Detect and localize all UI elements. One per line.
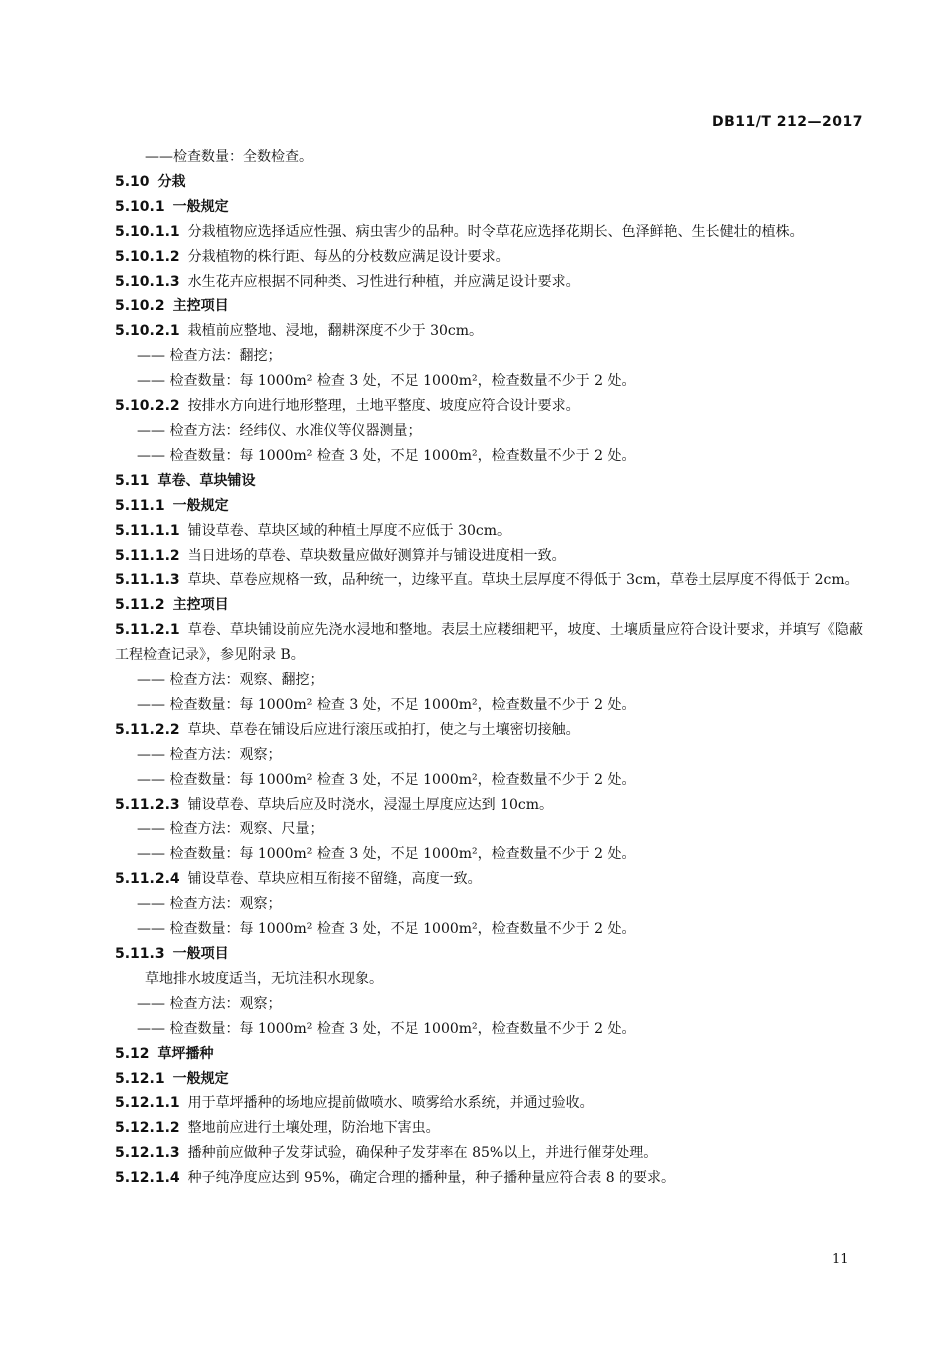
clause: 5.12.1.3 播种前应做种子发芽试验，确保种子发芽率在 85%以上，并进行催芽处理。 [115,1145,658,1162]
bullet-line: —— 检查方法：经纬仪、水准仪等仪器测量； [137,422,422,439]
paragraph: 草地排水坡度适当，无坑洼积水现象。 [145,970,383,987]
bullet-line: —— 检查数量：每 1000m² 检查 3 处，不足 1000m²，检查数量不少于 2 处。 [137,771,636,788]
clause: 5.11.2.2 草块、草卷在铺设后应进行滚压或拍打，使之与土壤密切接触。 [115,721,580,738]
clause: 5.10.2.2 按排水方向进行地形整理，土地平整度、坡度应符合设计要求。 [115,398,580,415]
clause: 5.11.1.3 草块、草卷应规格一致，品种统一，边缘平直。草块土层厚度不得低于 3cm，草卷土层厚度不得低于 2cm。 [115,572,859,589]
document-body [115,145,863,1191]
clause: 5.12.1.2 整地前应进行土壤处理，防治地下害虫。 [115,1120,440,1137]
subsection-heading: 5.11.1 一般规定 [115,497,229,514]
clause: 5.11.2.4 铺设草卷、草块应相互衔接不留缝，高度一致。 [115,871,482,888]
bullet-line: ——检查数量：全数检查。 [145,149,313,165]
subsection-heading: 5.12.1 一般规定 [115,1070,229,1087]
subsection-heading: 5.11.3 一般项目 [115,946,229,962]
clause: 5.12.1.4 种子纯净度应达到 95%，确定合理的播种量，种子播种量应符合表 8 的要求。 [115,1170,676,1187]
clause: 5.10.1.3 水生花卉应根据不同种类、习性进行种植，并应满足设计要求。 [115,273,580,290]
bullet-line: —— 检查数量：每 1000m² 检查 3 处，不足 1000m²，检查数量不少于 2 处。 [137,373,636,390]
clause: 5.11.1.1 铺设草卷、草块区域的种植土厚度不应低于 30cm。 [115,522,512,539]
clause: 5.11.2.3 铺设草卷、草块后应及时浇水，浸湿土厚度应达到 10cm。 [115,796,554,813]
section-heading: 5.11 草卷、草块铺设 [115,472,256,489]
clause: 5.11.2.1 草卷、草块铺设前应先浇水浸地和整地。表层土应耧细耙平，坡度、土壤质量应符合设计要求，并填写《隐蔽工程检查记录》，参见附录 B。 [115,622,863,664]
page-number: 11 [832,1252,849,1267]
standard-code: DB11/T 212—2017 [712,114,863,130]
bullet-line: —— 检查方法：翻挖； [137,348,282,365]
subsection-heading: 5.11.2 主控项目 [115,597,229,614]
clause: 5.10.2.1 栽植前应整地、浸地，翻耕深度不少于 30cm。 [115,323,484,340]
clause: 5.10.1.1 分栽植物应选择适应性强、病虫害少的品种。时令草花应选择花期长、色泽鲜艳、生长健壮的植株。 [115,223,804,240]
clause: 5.11.1.2 当日进场的草卷、草块数量应做好测算并与铺设进度相一致。 [115,547,566,564]
bullet-line: —— 检查方法：观察、翻挖； [137,672,324,689]
clause: 5.12.1.1 用于草坪播种的场地应提前做喷水、喷雾给水系统，并通过验收。 [115,1095,594,1112]
bullet-line: —— 检查方法：观察； [137,746,282,763]
bullet-line: —— 检查数量：每 1000m² 检查 3 处，不足 1000m²，检查数量不少于 2 处。 [137,921,636,938]
subsection-heading: 5.10.2 主控项目 [115,298,229,315]
section-heading: 5.12 草坪播种 [115,1045,214,1062]
bullet-line: —— 检查方法：观察； [137,995,282,1012]
clause: 5.10.1.2 分栽植物的株行距、每丛的分枝数应满足设计要求。 [115,248,510,265]
bullet-line: —— 检查数量：每 1000m² 检查 3 处，不足 1000m²，检查数量不少于 2 处。 [137,846,636,863]
bullet-line: —— 检查方法：观察、尺量； [137,821,324,838]
bullet-line: —— 检查方法：观察； [137,896,282,913]
section-heading: 5.10 分栽 [115,173,186,190]
bullet-line: —— 检查数量：每 1000m² 检查 3 处，不足 1000m²，检查数量不少于 2 处。 [137,447,636,464]
bullet-line: —— 检查数量：每 1000m² 检查 3 处，不足 1000m²，检查数量不少于 2 处。 [137,1020,636,1037]
bullet-line: —— 检查数量：每 1000m² 检查 3 处，不足 1000m²，检查数量不少于 2 处。 [137,696,636,713]
subsection-heading: 5.10.1 一般规定 [115,198,229,215]
